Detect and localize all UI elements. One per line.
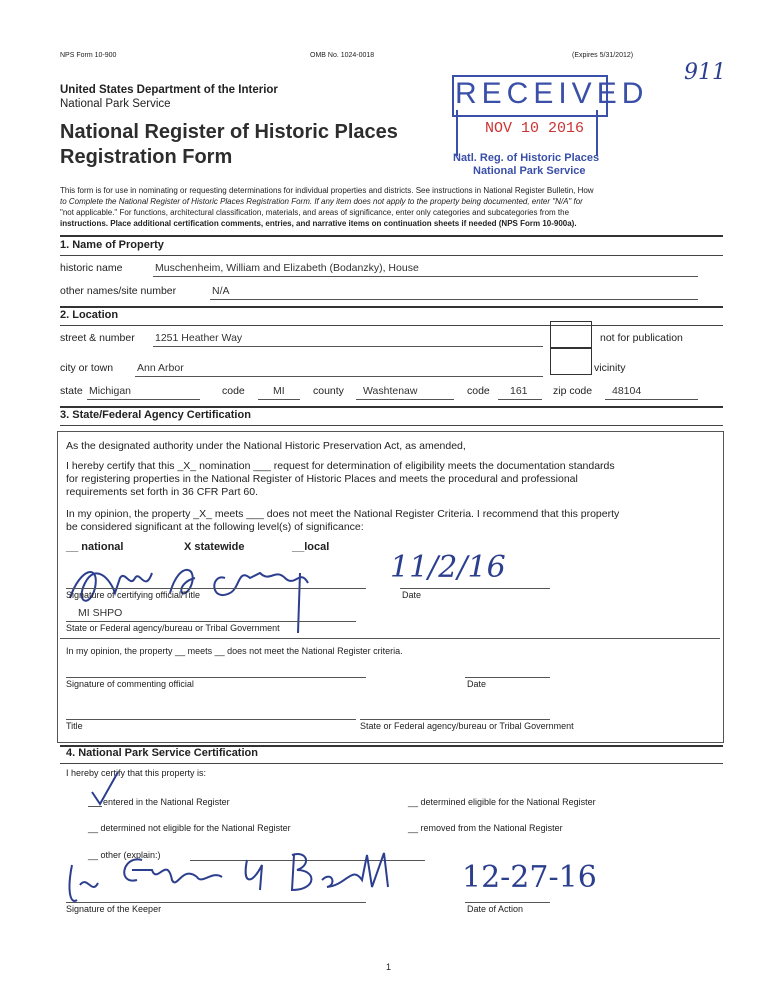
zip-value[interactable]: 48104 [612, 385, 642, 397]
level-national[interactable]: __ national [66, 541, 124, 553]
other-option[interactable]: __ other (explain:) [88, 850, 161, 860]
opinion-line: In my opinion, the property __ meets __ does not meet the National Register criteria. [66, 646, 403, 656]
section3-heading: 3. State/Federal Agency Certification [60, 409, 251, 421]
form-number: NPS Form 10-900 [60, 52, 117, 59]
county-code-value[interactable]: 161 [510, 385, 528, 397]
county-code-label: code [467, 385, 490, 397]
date2-label: Date [467, 679, 487, 689]
county-value[interactable]: Washtenaw [363, 385, 418, 397]
not-for-publication-label: not for publication [600, 332, 683, 344]
state-value[interactable]: Michigan [89, 385, 132, 397]
city-value[interactable]: Ann Arbor [137, 362, 184, 374]
stamp-date: NOV 10 2016 [485, 120, 585, 137]
agency-label: State or Federal agency/bureau or Tribal Government [66, 623, 280, 633]
determined-eligible-option[interactable]: __ determined eligible for the National Register [408, 797, 596, 807]
action-date-handwritten: 12-27-16 [462, 860, 597, 895]
page-title: National Register of Historic Places [60, 121, 398, 143]
intro-text: This form is for use in nominating or requesting determinations for individual properties and districts. See instructions in National Register Bulletin, How to Complete the National Register of Historic Places Registration Form. If any item does not apply to the property being documented, enter "N/A" for "not applicable." For functions, architectural classification, materials, and areas of significance, enter only categories and subcategories from the instructions. Place additional certification comments, entries, and narrative items on continuation sheets if needed (NPS Form 10-900a). [60, 186, 594, 228]
street-label: street & number [60, 332, 135, 344]
state-label: state [60, 385, 83, 397]
page-subtitle: Registration Form [60, 146, 233, 168]
stamp-line1: Natl. Reg. of Historic Places [453, 152, 600, 164]
received-stamp [447, 72, 649, 179]
department: United States Department of the Interior [60, 84, 278, 96]
level-local[interactable]: __local [292, 541, 330, 553]
cert-line4: requirements set forth in 36 CFR Part 60. [66, 486, 258, 498]
historic-name-label: historic name [60, 262, 123, 274]
cert-line6: be considered significant at the following level(s) of significance: [66, 521, 364, 533]
handwritten-number: 911 [684, 60, 726, 85]
cert-line2: I hereby certify that this _X_ nomination ___ request for determination of eligibility meets the documentation standards [66, 460, 615, 472]
title-label: Title [66, 721, 83, 731]
service: National Park Service [60, 98, 171, 110]
signature-label: Signature of certifying official/Title [66, 590, 201, 600]
stamp-line2: National Park Service [473, 165, 586, 177]
section4-heading: 4. National Park Service Certification [66, 747, 258, 759]
agency2-label: State or Federal agency/bureau or Tribal Government [360, 721, 574, 731]
state-code-value[interactable]: MI [273, 385, 285, 397]
not-for-publication-checkbox[interactable] [550, 321, 592, 349]
vicinity-checkbox[interactable] [550, 347, 592, 375]
date-label: Date [402, 590, 422, 600]
historic-name-value[interactable]: Muschenheim, William and Elizabeth (Bodanzky), House [155, 262, 419, 274]
street-value[interactable]: 1251 Heather Way [155, 332, 243, 344]
page-number: 1 [386, 962, 392, 972]
section1-heading: 1. Name of Property [60, 239, 164, 251]
section2-heading: 2. Location [60, 309, 119, 321]
state-code-label: code [222, 385, 245, 397]
county-label: county [313, 385, 344, 397]
removed-option[interactable]: __ removed from the National Register [408, 823, 563, 833]
entered-option[interactable]: entered in the National Register [103, 797, 230, 807]
keeper-signature-label: Signature of the Keeper [66, 904, 162, 914]
vicinity-label: vicinity [594, 362, 626, 374]
other-names-label: other names/site number [60, 285, 177, 297]
certify-date-handwritten: 11/2/16 [390, 550, 506, 585]
other-names-value[interactable]: N/A [212, 285, 230, 297]
cert-line1: As the designated authority under the National Historic Preservation Act, as amended, [66, 440, 466, 452]
date-of-action-label: Date of Action [467, 904, 524, 914]
cert-line3: for registering properties in the National Register of Historic Places and meets the procedural and professional [66, 473, 578, 485]
zip-label: zip code [553, 385, 593, 397]
expiration: (Expires 5/31/2012) [572, 52, 634, 59]
keeper-certify: I hereby certify that this property is: [66, 768, 207, 778]
cert-line5: In my opinion, the property _X_ meets ___ does not meet the National Register Criteria. I recommend that this property [66, 508, 620, 520]
city-label: city or town [60, 362, 114, 374]
agency-value[interactable]: MI SHPO [78, 607, 123, 619]
commenting-label: Signature of commenting official [66, 679, 194, 689]
stamp-received: RECEIVED [455, 77, 649, 110]
not-eligible-option[interactable]: __ determined not eligible for the National Register [88, 823, 291, 833]
omb-number: OMB No. 1024-0018 [310, 52, 375, 59]
level-statewide[interactable]: X statewide [184, 541, 245, 553]
